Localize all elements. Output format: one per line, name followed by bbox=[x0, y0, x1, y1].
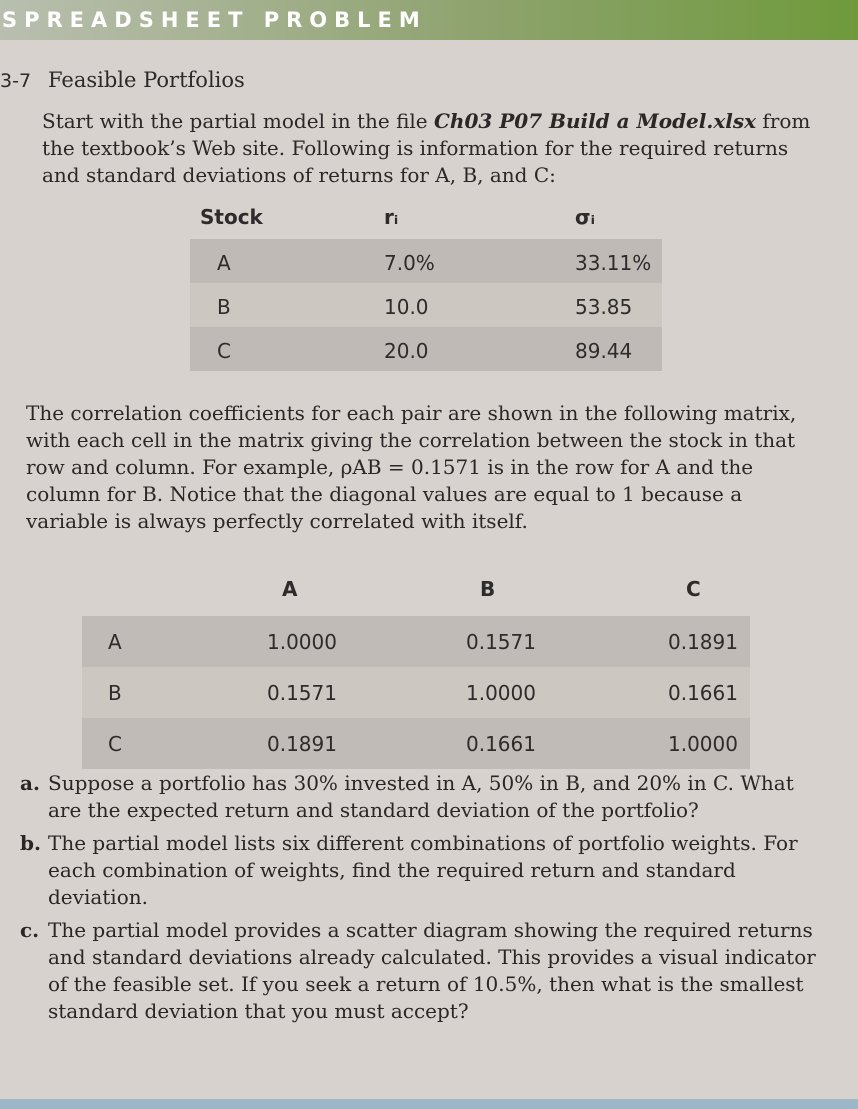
stock-std-dev: 53.85 bbox=[575, 295, 633, 319]
corr-cell: 1.0000 bbox=[466, 681, 536, 705]
row-label: A bbox=[108, 630, 122, 654]
header-std-dev: σᵢ bbox=[575, 205, 595, 229]
problem-number: 3-7 bbox=[0, 70, 32, 92]
corr-cell: 0.1891 bbox=[267, 732, 337, 756]
corr-cell: 1.0000 bbox=[668, 732, 738, 756]
question-text: The partial model provides a scatter diagram showing the required returns and standard deviations already calculated. This provides a visual indicator of the feasible set. If you seek a return of 10.5%, then what is the smallest standard deviation that you must accept? bbox=[48, 918, 816, 1023]
question-list bbox=[20, 770, 820, 1031]
page-edge-strip bbox=[0, 1099, 858, 1109]
question-label: a. bbox=[20, 771, 40, 795]
intro-text-start: Start with the partial model in the file bbox=[42, 109, 434, 133]
intro-paragraph bbox=[42, 108, 817, 189]
correlation-matrix bbox=[82, 565, 750, 769]
stock-std-dev: 33.11% bbox=[575, 251, 652, 275]
banner-title: SPREADSHEET PROBLEM bbox=[2, 8, 427, 32]
stock-return: 10.0 bbox=[384, 295, 429, 319]
table-row bbox=[82, 667, 750, 718]
section-banner bbox=[0, 0, 858, 40]
table-row bbox=[190, 283, 662, 327]
stock-return: 20.0 bbox=[384, 339, 429, 363]
header-return: rᵢ bbox=[384, 205, 399, 229]
stock-table-header bbox=[190, 195, 662, 239]
file-name: Ch03 P07 Build a Model.xlsx bbox=[434, 109, 757, 133]
question-text: The partial model lists six different combinations of portfolio weights. For each combination of weights, find the required return and standard deviation. bbox=[48, 831, 798, 909]
corr-cell: 0.1891 bbox=[668, 630, 738, 654]
corr-cell: 0.1571 bbox=[466, 630, 536, 654]
corr-cell: 1.0000 bbox=[267, 630, 337, 654]
question-item bbox=[20, 770, 820, 824]
stock-table bbox=[190, 195, 662, 371]
intro-text-end: from the textbook’s Web site. Following is information for the required returns and standard deviations of returns for A, B, and C: bbox=[42, 109, 811, 187]
question-item bbox=[20, 830, 820, 911]
question-label: b. bbox=[20, 831, 41, 855]
matrix-header bbox=[82, 565, 750, 616]
row-label: C bbox=[108, 732, 122, 756]
row-label: B bbox=[108, 681, 122, 705]
table-row bbox=[190, 327, 662, 371]
corr-cell: 0.1661 bbox=[668, 681, 738, 705]
header-c: C bbox=[686, 577, 701, 601]
question-item bbox=[20, 917, 820, 1025]
stock-std-dev: 89.44 bbox=[575, 339, 633, 363]
correlation-paragraph: The correlation coefficients for each pair are shown in the following matrix, with each cell in the matrix giving the correlation between the stock in that row and column. For example, ρAB = 0.1571 is in the row for A and the column for B. Notice that the diagonal values are equal to 1 because a variable is always perfectly correlated with itself. bbox=[26, 401, 797, 533]
problem-title: Feasible Portfolios bbox=[48, 68, 245, 92]
table-row bbox=[82, 718, 750, 769]
stock-name: C bbox=[217, 339, 231, 363]
stock-name: B bbox=[217, 295, 231, 319]
corr-cell: 0.1661 bbox=[466, 732, 536, 756]
header-b: B bbox=[480, 577, 496, 601]
stock-return: 7.0% bbox=[384, 251, 435, 275]
table-row bbox=[190, 239, 662, 283]
corr-cell: 0.1571 bbox=[267, 681, 337, 705]
header-a: A bbox=[282, 577, 298, 601]
question-label: c. bbox=[20, 918, 40, 942]
table-row bbox=[82, 616, 750, 667]
stock-name: A bbox=[217, 251, 231, 275]
header-stock: Stock bbox=[200, 205, 263, 229]
question-text: Suppose a portfolio has 30% invested in A, 50% in B, and 20% in C. What are the expected return and standard deviation of the portfolio? bbox=[48, 771, 794, 822]
